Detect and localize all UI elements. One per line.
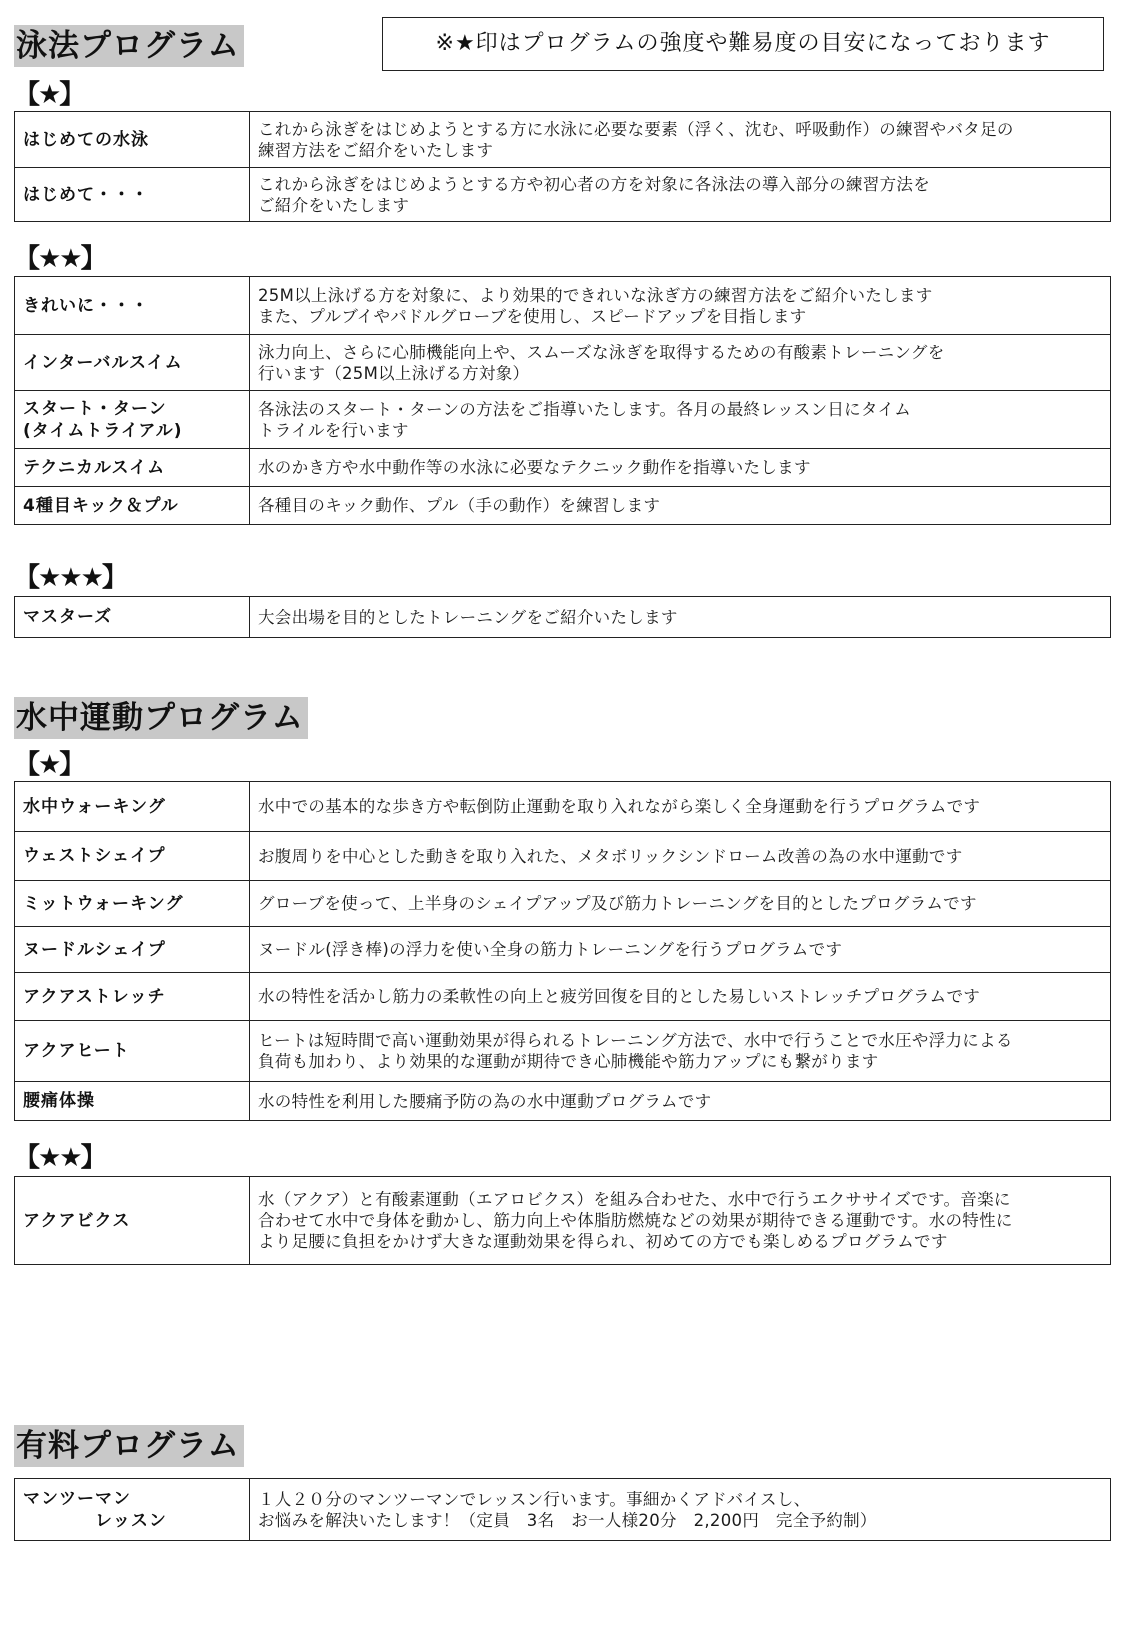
program-description: ヒートは短時間で高い運動効果が得られるトレーニング方法で、水中で行うことで水圧や浮力による 負荷も加わり、より効果的な運動が期待でき心肺機能や筋力アップにも繋がります: [250, 1021, 1111, 1082]
program-name: マスターズ: [15, 597, 250, 638]
program-description: お腹周りを中心とした動きを取り入れた、メタボリックシンドローム改善の為の水中運動です: [250, 832, 1111, 881]
table-row: [15, 782, 1111, 832]
program-name: 4種目キック＆プル: [15, 487, 250, 525]
program-description: 水の特性を利用した腰痛予防の為の水中運動プログラムです: [250, 1082, 1111, 1121]
level-heading: 【★★★】: [14, 563, 126, 593]
program-name: きれいに・・・: [15, 277, 250, 335]
table-row: [15, 449, 1111, 487]
program-description: これから泳ぎをはじめようとする方に水泳に必要な要素（浮く、沈む、呼吸動作）の練習やバタ足の 練習方法をご紹介をいたします: [250, 112, 1111, 168]
table-row: [15, 1082, 1111, 1121]
program-description: 水の特性を活かし筋力の柔軟性の向上と疲労回復を目的とした易しいストレッチプログラムです: [250, 973, 1111, 1021]
program-name: スタート・ターン (タイムトライアル): [15, 391, 250, 449]
level-heading: 【★】: [14, 80, 84, 110]
swim-section-title: 泳法プログラム: [14, 25, 244, 67]
program-name: ウェストシェイプ: [15, 832, 250, 881]
table-row: [15, 1021, 1111, 1082]
program-description: 各泳法のスタート・ターンの方法をご指導いたします。各月の最終レッスン日にタイム トライルを行います: [250, 391, 1111, 449]
program-description: ヌードル(浮き棒)の浮力を使い全身の筋力トレーニングを行うプログラムです: [250, 927, 1111, 973]
program-name: 水中ウォーキング: [15, 782, 250, 832]
table-row: [15, 597, 1111, 638]
program-description: 各種目のキック動作、プル（手の動作）を練習します: [250, 487, 1111, 525]
aqua-table-level2: [14, 1176, 1111, 1265]
program-name: 腰痛体操: [15, 1082, 250, 1121]
program-description: グローブを使って、上半身のシェイプアップ及び筋力トレーニングを目的としたプログラムです: [250, 881, 1111, 927]
program-description: 水のかき方や水中動作等の水泳に必要なテクニック動作を指導いたします: [250, 449, 1111, 487]
program-name: [15, 1479, 250, 1541]
level-heading: 【★★】: [14, 244, 105, 274]
table-row: [15, 881, 1111, 927]
swim-table-level1: [14, 111, 1111, 222]
level-heading: 【★】: [14, 750, 84, 780]
swim-table-level3: [14, 596, 1111, 638]
aqua-table-level1: [14, 781, 1111, 1121]
difficulty-note: ※★印はプログラムの強度や難易度の目安になっております: [382, 17, 1104, 71]
program-description: 水中での基本的な歩き方や転倒防止運動を取り入れながら楽しく全身運動を行うプログラムです: [250, 782, 1111, 832]
paid-table: [14, 1478, 1111, 1541]
program-name: はじめて・・・: [15, 168, 250, 222]
program-description: 水（アクア）と有酸素運動（エアロビクス）を組み合わせた、水中で行うエクササイズです。音楽に 合わせて水中で身体を動かし、筋力向上や体脂肪燃焼などの効果が期待できる運動です。水の特性に より足腰に負担をかけず大きな運動効果を得られ、初めての方でも楽しめるプログラムです: [250, 1177, 1111, 1265]
program-name: アクアヒート: [15, 1021, 250, 1082]
aqua-section-title: 水中運動プログラム: [14, 697, 308, 739]
program-description: これから泳ぎをはじめようとする方や初心者の方を対象に各泳法の導入部分の練習方法を ご紹介をいたします: [250, 168, 1111, 222]
program-name: はじめての水泳: [15, 112, 250, 168]
paid-section-title: 有料プログラム: [14, 1425, 244, 1467]
table-row: [15, 1479, 1111, 1541]
table-row: [15, 1177, 1111, 1265]
program-description: １人２０分のマンツーマンでレッスン行います。事細かくアドバイスし、 お悩みを解決いたします！（定員 3名 お一人様20分 2,200円 完全予約制）: [250, 1479, 1111, 1541]
program-name: ヌードルシェイプ: [15, 927, 250, 973]
program-name-line2: レッスン: [95, 1510, 167, 1531]
table-row: [15, 832, 1111, 881]
program-name: アクアストレッチ: [15, 973, 250, 1021]
program-name: アクアビクス: [15, 1177, 250, 1265]
table-row: [15, 973, 1111, 1021]
program-description: 泳力向上、さらに心肺機能向上や、スムーズな泳ぎを取得するための有酸素トレーニングを 行います（25M以上泳げる方対象）: [250, 335, 1111, 391]
table-row: [15, 277, 1111, 335]
swim-table-level2: [14, 276, 1111, 525]
program-name-line1: マンツーマン: [23, 1488, 131, 1509]
table-row: [15, 168, 1111, 222]
program-description: 25M以上泳げる方を対象に、より効果的できれいな泳ぎ方の練習方法をご紹介いたします また、プルブイやパドルグローブを使用し、スピードアップを目指します: [250, 277, 1111, 335]
program-description: 大会出場を目的としたトレーニングをご紹介いたします: [250, 597, 1111, 638]
table-row: [15, 335, 1111, 391]
program-name: インターバルスイム: [15, 335, 250, 391]
program-name: ミットウォーキング: [15, 881, 250, 927]
table-row: [15, 487, 1111, 525]
table-row: [15, 112, 1111, 168]
program-name: テクニカルスイム: [15, 449, 250, 487]
level-heading: 【★★】: [14, 1143, 105, 1173]
table-row: [15, 927, 1111, 973]
table-row: [15, 391, 1111, 449]
